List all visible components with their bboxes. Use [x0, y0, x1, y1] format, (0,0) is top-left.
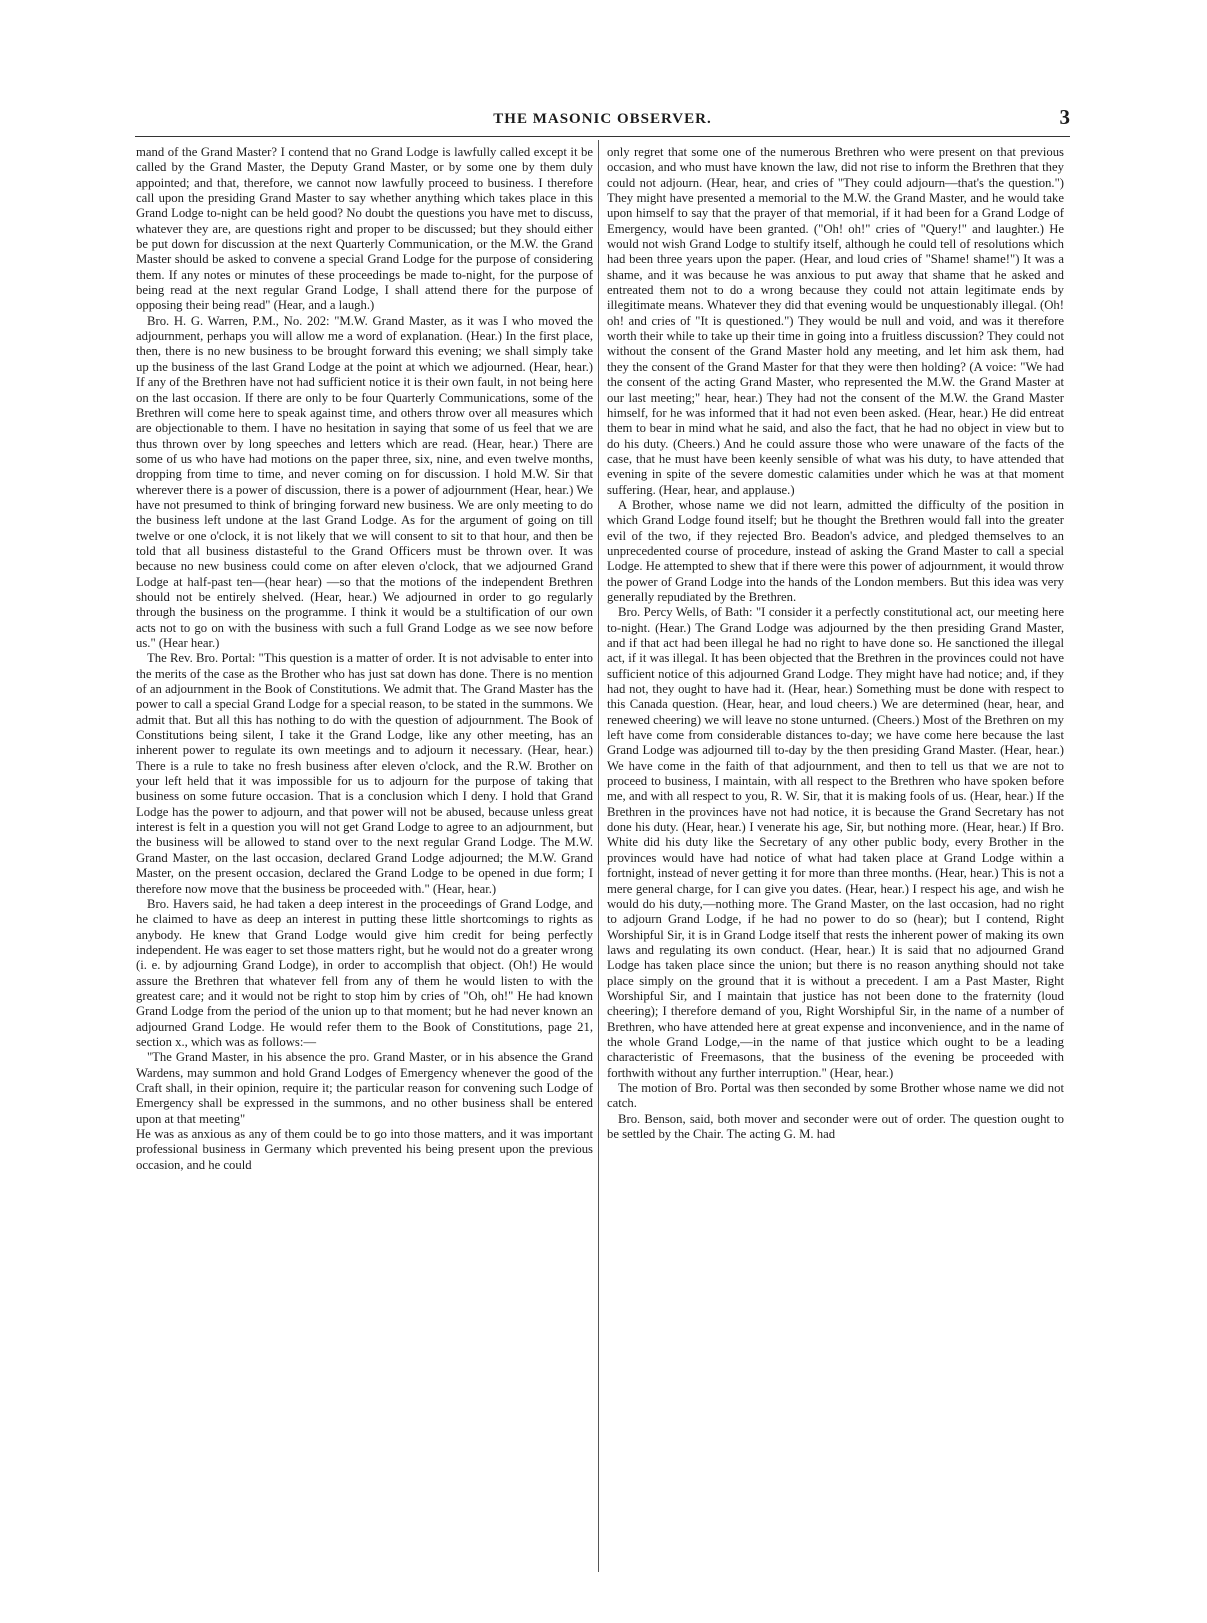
page-number: 3 [1059, 105, 1070, 129]
quotation-paragraph: "The Grand Master, in his absence the pro. Grand Master, or in his absence the Grand Wardens, may summon and hold Grand Lodges of Emergency whenever the good of the Craft shall, in their opinion, require it; the particular reason for convening such Lodge of Emergency shall be expressed in the summons, and no other business shall be entered upon at that meeting" [136, 1050, 593, 1126]
column-divider [598, 140, 599, 1572]
right-column [607, 145, 1064, 1570]
paragraph: The motion of Bro. Portal was then seconded by some Brother whose name we did not catch. [607, 1080, 1064, 1111]
paragraph: A Brother, whose name we did not learn, admitted the difficulty of the position in which Grand Lodge found itself; but he thought the Brethren would fall into the greater evil of the two, if they rejected Bro. Beadon's advice, and pledged themselves to an unprecedented course of procedure, instead of asking the Grand Master to call a special Lodge. He attempted to shew that if there were this power of adjournment, it would throw the power of Grand Lodge into the hands of the London members. But this idea was very generally repudiated by the Brethren. [607, 497, 1064, 604]
left-column [136, 145, 593, 1570]
paragraph: Bro. Benson, said, both mover and seconder were out of order. The question ought to be settled by the Chair. The acting G. M. had [607, 1111, 1064, 1141]
paragraph: only regret that some one of the numerous Brethren who were present on that previous occasion, and who must have known the law, did not rise to inform the Brethren that they could not adjourn. (Hear, hear, and cries of "They could adjourn—that's the question.") They might have presented a memorial to the M.W. the Grand Master, and he would take upon himself to say that the prayer of that memorial, if it had been for a Grand Lodge of Emergency, would have been granted. ("Oh! oh!" cries of "Query!" and laughter.) He would not wish Grand Lodge to stultify itself, although he could tell of resolutions which had been three years upon the paper. (Hear, and loud cries of "Shame! shame!") It was a shame, and it was because he was anxious to put away that shame that he asked and entreated them not to do a wrong because they could not attain legitimate ends by illegitimate means. Whatever they did that evening would be unquestionably illegal. (Oh! oh! and cries of "It is questioned.") They would be null and void, and was it therefore worth their while to take up their time in going into a fruitless discussion? They could not without the consent of the Grand Master hold any meeting, and let him ask them, had they the consent of the Grand Master for that they were then holding? (A voice: "We had the consent of the acting Grand Master, who represented the M.W. the Grand Master at our last meeting;" hear, hear.) They had not the consent of the M.W. the Grand Master himself, for he was informed that it had not even been asked. (Hear, hear.) He did entreat them to bear in mind what he said, and also the fact, that he had no object in view but to do his duty. (Cheers.) And he could assure those who were unaware of the facts of the case, that he must have been keenly sensible of what was his duty, to have attended that evening in spite of the severe domestic calamities under which he was at that moment suffering. (Hear, hear, and applause.) [607, 145, 1064, 497]
masthead-title: THE MASONIC OBSERVER. [493, 111, 712, 127]
paragraph: Bro. Percy Wells, of Bath: "I consider it a perfectly constitutional act, our meeting here to-night. (Hear.) The Grand Lodge was adjourned by the then presiding Grand Master, and if that act had been illegal he had no right to have done so. He sanctioned the illegal act, if it was illegal. It has been objected that the Brethren in the provinces could not have sufficient notice of this adjourned Grand Lodge. They might have had notice; and, if they had not, they ought to have had it. (Hear, hear.) Something must be done with respect to this Canada question. (Hear, hear, and loud cheers.) We are determined (hear, hear, and renewed cheering) we will leave no stone unturned. (Cheers.) Most of the Brethren on my left have come from considerable distances to-day; we have come here because the last Grand Lodge was adjourned till to-day by the then presiding Grand Master. (Hear, hear.) We have come in the faith of that adjournment, and then to tell us that we are not to proceed to business, I maintain, with all respect to the Brethren who have spoken before me, and with all respect to you, R. W. Sir, that it is making fools of us. (Hear, hear.) If the Brethren in the provinces have not had notice, it is because the Grand Secretary has not done his duty. (Hear, hear.) I venerate his age, Sir, but nothing more. (Hear, hear.) If Bro. White did his duty like the Secretary of any other public body, every Brother in the provinces would have had notice of what had taken place at Grand Lodge within a fortnight, instead of never getting it for more than three months. (Hear, hear.) This is not a mere general charge, for I can give you dates. (Hear, hear.) I respect his age, and wish he would do his duty,—nothing more. The Grand Master, on the last occasion, had no right to adjourn Grand Lodge, if he had no power to do so (hear); but I contend, Right Worshipful Sir, it is in Grand Lodge itself that rests the inherent power of making its own laws and regulating its own conduct. (Hear, hear.) It is said that no adjourned Grand Lodge has taken place since the union; but there is no reason anything should not take place simply on the ground that it is without a precedent. I am a Past Master, Right Worshipful Sir, and I maintain that justice has not been done to the fraternity (loud cheering); I therefore demand of you, Right Worshipful Sir, in the name of a number of Brethren, who have attended here at great expense and inconvenience, and in the name of the whole Grand Lodge,—in the name of that justice which ought to be a leading characteristic of Freemasons, that the business of the evening be proceeded with forthwith without any further interruption." (Hear, hear.) [607, 605, 1064, 1080]
header-rule [135, 136, 1070, 137]
paragraph: He was as anxious as any of them could be to go into those matters, and it was important professional business in Germany which prevented his being present upon the previous occasion, and he could [136, 1127, 593, 1172]
paragraph: The Rev. Bro. Portal: "This question is a matter of order. It is not advisable to enter into the merits of the case as the Brother who has just sat down has done. There is no mention of an adjournment in the Book of Constitutions. We admit that. The Grand Master has the power to call a special Grand Lodge for a special reason, to be stated in the summons. We admit that. But all this has nothing to do with the question of adjournment. The Book of Constitutions being silent, I take it the Grand Lodge, like any other meeting, has an inherent power to regulate its own meetings and to adjourn it necessary. (Hear, hear.) There is a rule to take no fresh business after eleven o'clock, and the R.W. Brother on your left held that it was impossible for us to adjourn for the purpose of taking that business on some future occasion. That is a conclusion which I deny. I hold that Grand Lodge has the power to adjourn, and that power will not be abused, because unless great interest is felt in a question you will not get Grand Lodge to agree to an adjournment, but the business will be allowed to stand over to the next regular Grand Lodge. The M.W. Grand Master, on the last occasion, declared Grand Lodge adjourned; the M.W. Grand Master, on the present occasion, declared the Grand Lodge to be opened in due form; I therefore now move that the business be proceeded with." (Hear, hear.) [136, 651, 593, 896]
paragraph: Bro. H. G. Warren, P.M., No. 202: "M.W. Grand Master, as it was I who moved the adjournment, perhaps you will allow me a word of explanation. (Hear.) In the first place, then, there is no new business to be brought forward this evening; we shall simply take up the business of the last Grand Lodge at the point at which we adjourned. (Hear, hear.) If any of the Brethren have not had sufficient notice it is their own fault, in not being here on the last occasion. If there are only to be four Quarterly Communications, some of the Brethren will come here to speak against time, and others throw over all measures which are objectionable to them. I have no hesitation in saying that some of us feel that we are thus thrown over by long speeches and letters which are read. (Hear, hear.) There are some of us who have had motions on the paper three, six, nine, and even twelve months, dropping from time to time, and never coming on for discussion. I hold M.W. Sir that wherever there is a power of discussion, there is a power of adjournment (Hear, hear.) We have not presumed to think of bringing forward new business. We are only meeting to do the business left undone at the last Grand Lodge. As for the argument of going on till twelve or one o'clock, it is not likely that we will consent to sit to that hour, and then be told that all business distasteful to the Grand Officers must be thrown over. It was because no new business could come on after eleven o'clock, that we adjourned Grand Lodge at half-past ten—(hear hear) —so that the motions of the independent Brethren should not be entirely shelved. (Hear, hear.) We adjourned in order to go regularly through the business on the programme. I think it would be a stultification of our own acts not to go on with the business with such a full Grand Lodge as we see now before us." (Hear hear.) [136, 313, 593, 650]
paragraph: mand of the Grand Master? I contend that no Grand Lodge is lawfully called except it be called by the Grand Master, the Deputy Grand Master, or by some one by them duly appointed; and that, therefore, we cannot now lawfully proceed to business. I therefore call upon the presiding Grand Master to say whether anything which takes place in this Grand Lodge to-night can be held good? No doubt the questions you have met to discuss, whatever they are, are questions right and proper to be discussed; but they should either be put down for discussion at the next Quarterly Communication, or the M.W. the Grand Master should be asked to convene a special Grand Lodge for the purpose of considering them. If any notes or minutes of these proceedings be made to-night, for the purpose of being read at the next regular Grand Lodge, I shall attend there for the purpose of opposing their being read" (Hear, and a laugh.) [136, 145, 593, 313]
page-header [135, 103, 1070, 133]
paragraph: Bro. Havers said, he had taken a deep interest in the proceedings of Grand Lodge, and he claimed to have as deep an interest in putting these little shortcomings to rights as anybody. He knew that Grand Lodge would give him credit for being perfectly independent. He was eager to set those matters right, but he would not do a greater wrong (i. e. by adjourning Grand Lodge), in order to accomplish that object. (Oh!) He would assure the Brethren that whatever fell from any of them he would listen to with the greatest care; and it would not be right to stop him by cries of "Oh, oh!" He had known Grand Lodge from the period of the union up to that moment; but he had never known an adjourned Grand Lodge. He would refer them to the Book of Constitutions, page 21, section x., which was as follows:— [136, 896, 593, 1049]
